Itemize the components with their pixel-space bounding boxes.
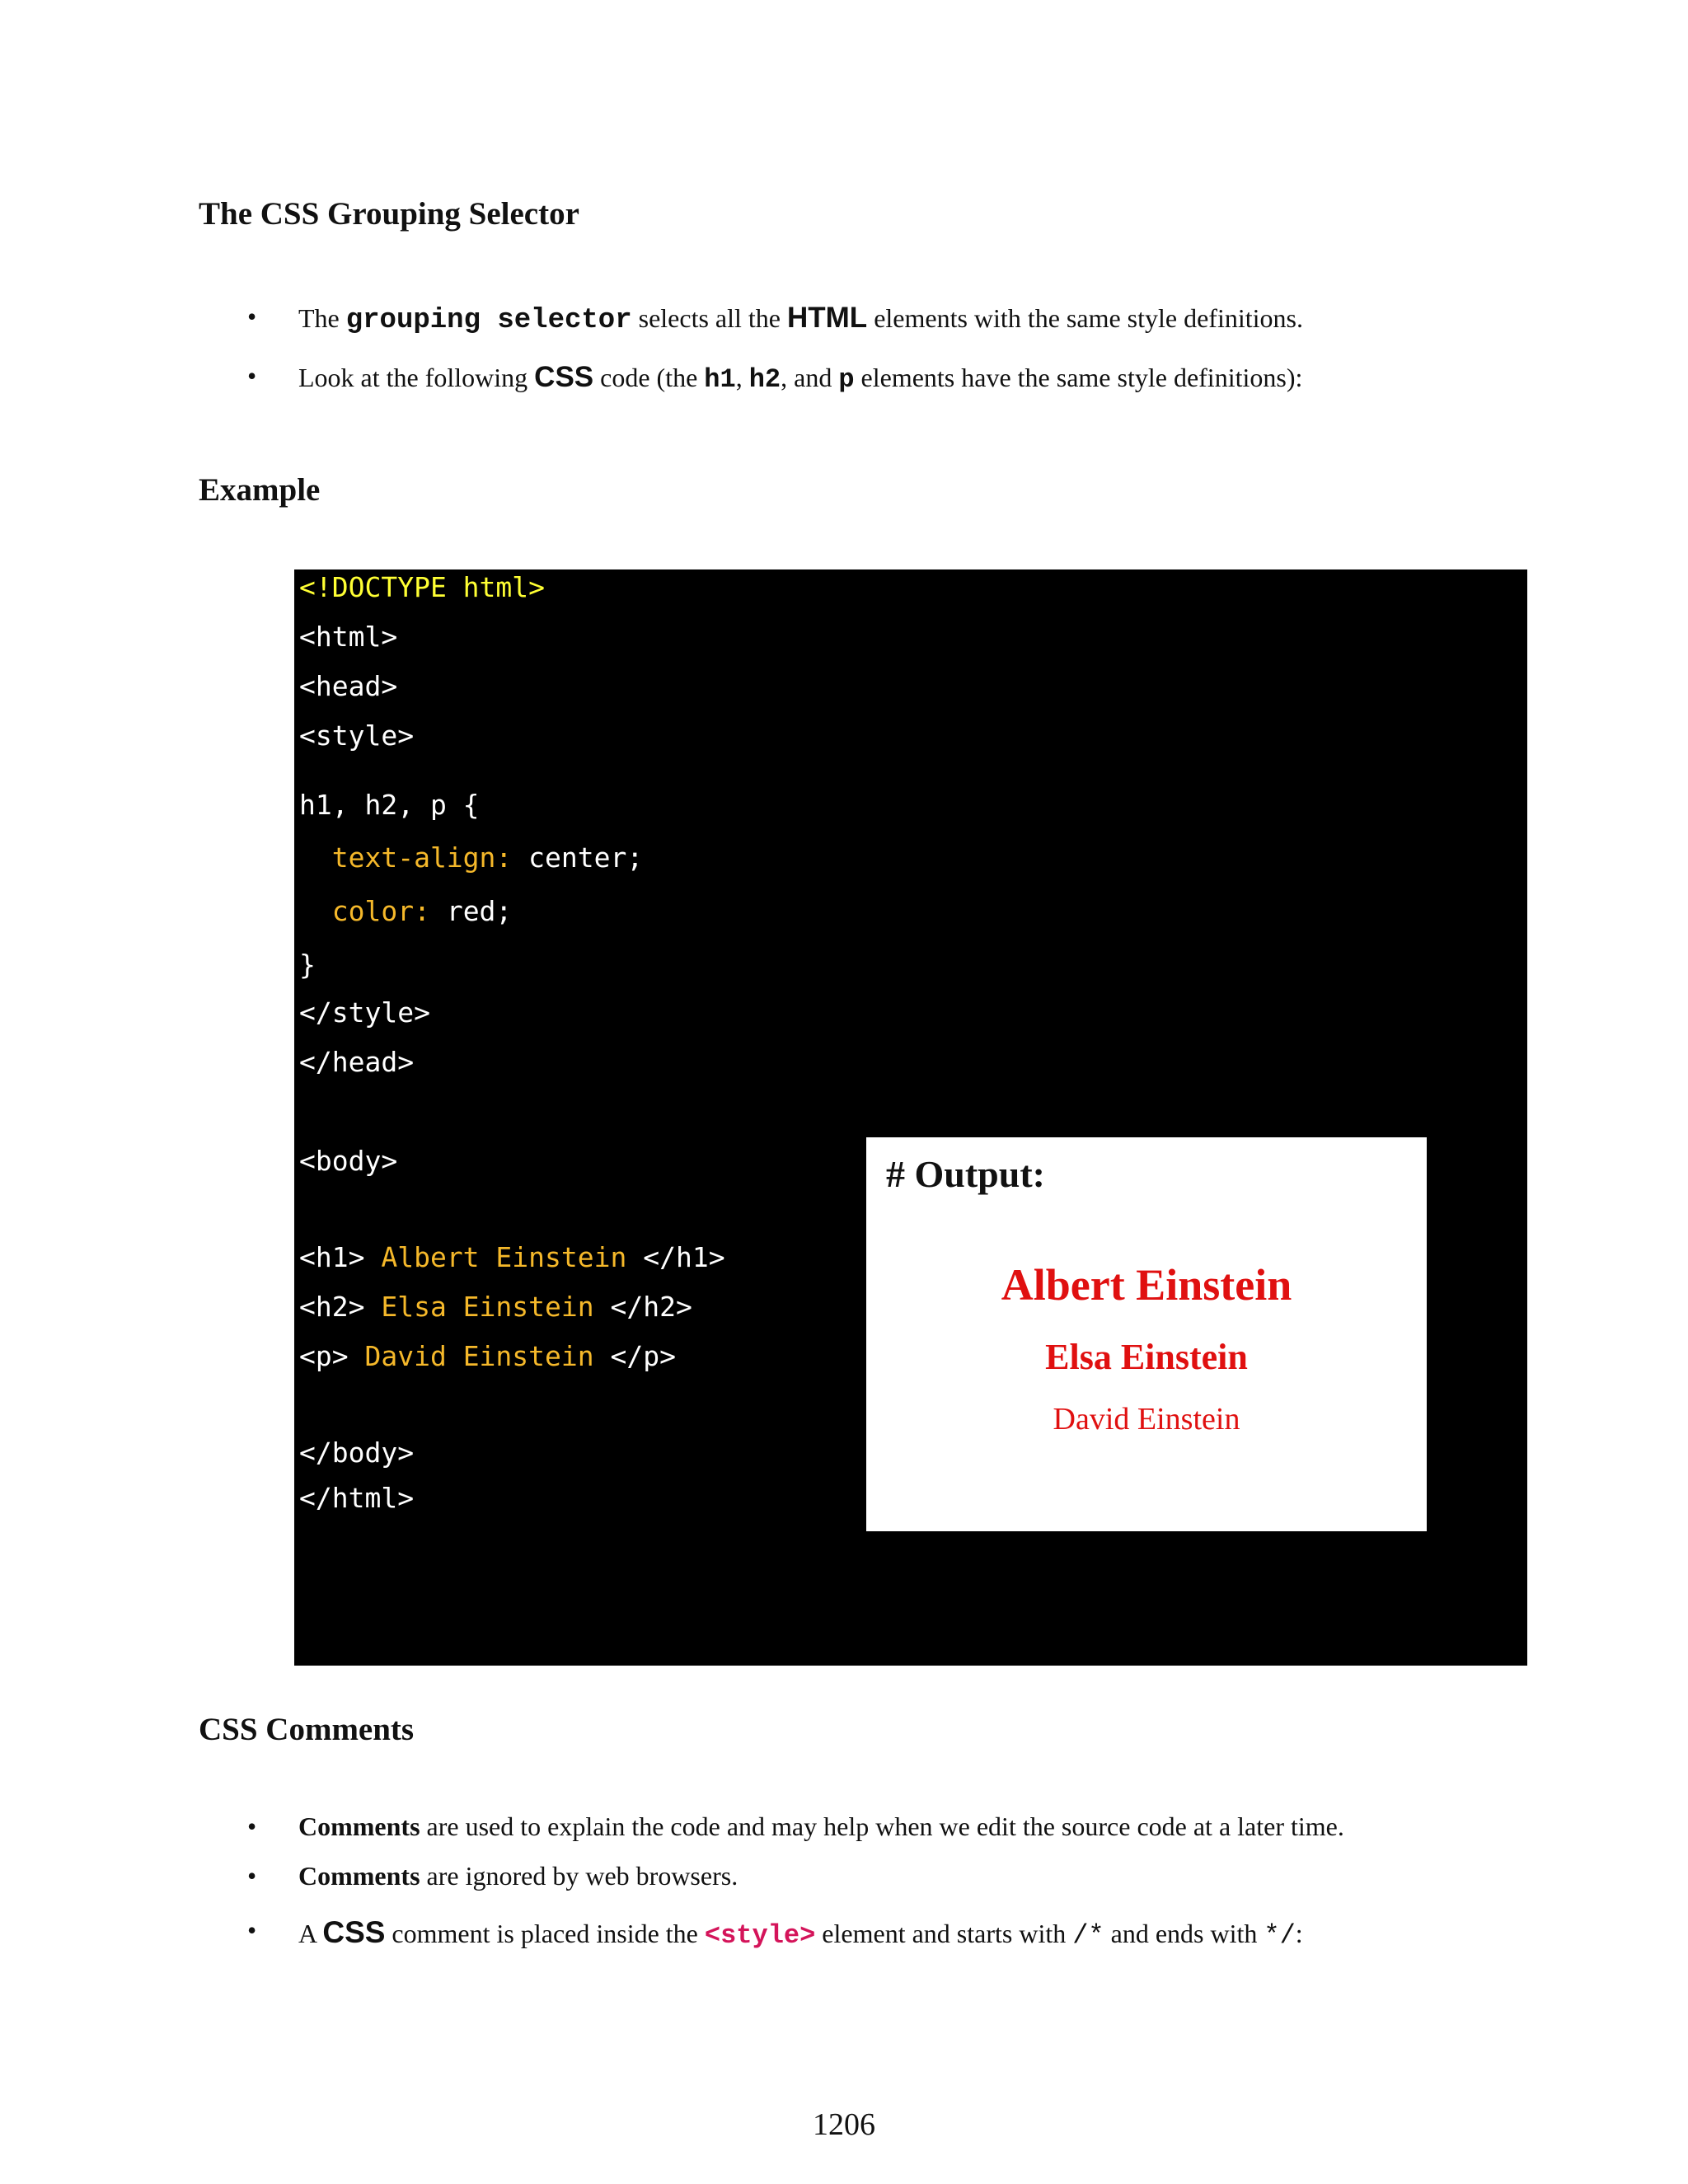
code-tag: </h1> <box>626 1241 725 1273</box>
text: element and starts with <box>815 1919 1073 1948</box>
text: : <box>1295 1919 1303 1948</box>
code-tag: </p> <box>593 1340 676 1372</box>
code-line: </style> <box>299 996 430 1029</box>
bullet-text <box>298 1861 738 1891</box>
text: are used to explain the code and may help when we edit the source code at a later time. <box>420 1811 1344 1841</box>
section-heading-grouping-selector: The CSS Grouping Selector <box>199 196 579 232</box>
inline-code: /* <box>1072 1920 1104 1951</box>
bold-text: Comments <box>298 1811 420 1841</box>
text: A <box>298 1919 323 1948</box>
text: and ends with <box>1104 1919 1264 1948</box>
output-preview-box <box>866 1137 1427 1531</box>
bullet-icon: • <box>247 302 257 331</box>
bullet-icon: • <box>247 361 257 391</box>
inline-code: p <box>838 364 855 395</box>
code-property: text-align: <box>299 841 513 874</box>
bullet-icon: • <box>247 1811 257 1841</box>
code-line: </head> <box>299 1046 415 1078</box>
code-line: <!DOCTYPE html> <box>299 571 546 603</box>
example-heading: Example <box>199 472 321 508</box>
inline-code: h1 <box>704 364 736 395</box>
text: Look at the following <box>298 363 535 392</box>
code-line <box>299 1291 692 1323</box>
code-line <box>299 1340 676 1372</box>
bullet-icon: • <box>247 1861 257 1891</box>
code-content: Albert Einstein <box>381 1241 627 1273</box>
output-h1: Albert Einstein <box>1001 1260 1292 1310</box>
text: The <box>298 303 346 333</box>
text: , <box>735 363 749 392</box>
text: elements with the same style definitions. <box>867 303 1303 333</box>
code-line: </body> <box>299 1436 415 1469</box>
text: , and <box>781 363 839 392</box>
text: comment is placed inside the <box>385 1919 705 1948</box>
code-line: <head> <box>299 670 398 702</box>
section-heading-css-comments: CSS Comments <box>199 1712 415 1747</box>
code-line: } <box>299 949 316 981</box>
inline-code-style-tag: <style> <box>704 1920 816 1951</box>
code-line: <style> <box>299 719 415 752</box>
inline-code: CSS <box>534 361 594 393</box>
code-tag: </h2> <box>593 1291 692 1323</box>
code-tag: <p> <box>299 1340 365 1372</box>
bullet-icon: • <box>247 1915 257 1945</box>
code-line <box>299 841 643 874</box>
output-h2: Elsa Einstein <box>1045 1337 1248 1377</box>
code-content: David Einstein <box>364 1340 594 1372</box>
code-property: color: <box>299 895 430 927</box>
code-content: Elsa Einstein <box>381 1291 594 1323</box>
bullet-text <box>298 1915 1303 1951</box>
bullet-text <box>298 302 1303 336</box>
bold-text: Comments <box>298 1861 420 1891</box>
inline-code: */ <box>1264 1920 1296 1951</box>
text: code (the <box>593 363 705 392</box>
inline-code: grouping selector <box>345 305 632 336</box>
code-line: h1, h2, p { <box>299 789 480 821</box>
code-line <box>299 895 512 927</box>
code-tag: <h2> <box>299 1291 382 1323</box>
code-line: </html> <box>299 1482 415 1514</box>
code-line: <body> <box>299 1145 398 1177</box>
inline-code: h2 <box>748 364 781 395</box>
bullet-text <box>298 1811 1344 1842</box>
code-value: center; <box>512 841 644 874</box>
text: are ignored by web browsers. <box>420 1861 738 1891</box>
output-paragraph: David Einstein <box>1053 1402 1240 1436</box>
inline-code: HTML <box>786 302 868 334</box>
inline-code: CSS <box>322 1915 386 1949</box>
code-tag: <h1> <box>299 1241 382 1273</box>
text: elements have the same style definitions): <box>854 363 1303 392</box>
bullet-text <box>298 361 1302 395</box>
output-label: # Output: <box>886 1153 1045 1195</box>
code-line <box>299 1241 725 1273</box>
page-number: 1206 <box>813 2107 875 2142</box>
code-line: <html> <box>299 621 398 653</box>
code-value: red; <box>429 895 513 927</box>
text: selects all the <box>631 303 787 333</box>
